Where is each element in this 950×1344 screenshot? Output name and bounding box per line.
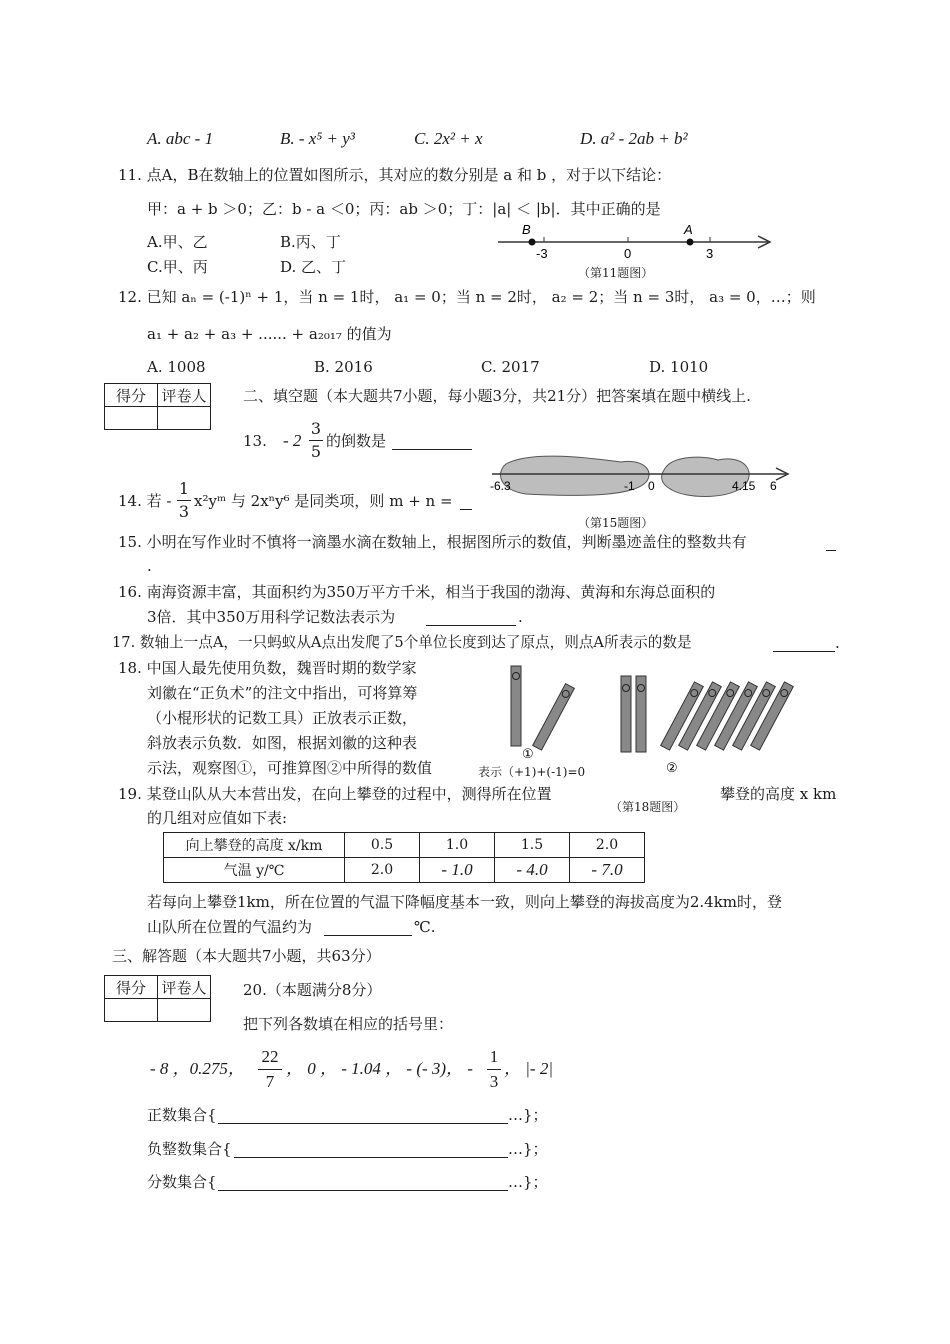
- q12-option-c: C. 2017: [481, 358, 540, 376]
- q20-set-negative-int-tail: …}；: [508, 1140, 548, 1158]
- q20-set-positive-label: 正数集合{: [147, 1106, 217, 1124]
- table-cell: 2.0: [345, 858, 420, 883]
- q20-set-fraction-label: 分数集合{: [147, 1173, 217, 1191]
- score-box-section2: [104, 383, 211, 430]
- q16-answer-blank[interactable]: [426, 609, 516, 626]
- score-label: 得分: [105, 976, 158, 999]
- q13-prefix: - 2: [283, 431, 302, 450]
- q14-frac-den: 3: [178, 502, 190, 521]
- table-row: [164, 833, 645, 858]
- tick-minus-6.3: -6.3: [490, 479, 511, 493]
- table-cell: - 7.0: [570, 858, 645, 883]
- q20-fraction-1-3: [487, 1045, 501, 1094]
- q12-option-a: A. 1008: [147, 358, 206, 376]
- q19-unit: ℃.: [414, 918, 436, 936]
- score-label: 得分: [105, 384, 158, 407]
- tick-minus-3: -3: [536, 246, 548, 261]
- label-b: B: [522, 222, 531, 237]
- tick-4.15: 4.15: [732, 479, 756, 493]
- point-a: [687, 239, 694, 246]
- score-cell[interactable]: [105, 999, 158, 1022]
- q18-line5: 示法，观察图①，可推算图②中所得的数值: [147, 759, 433, 777]
- q18-line4: 斜放表示负数．如图，根据刘徽的这种表: [147, 734, 418, 752]
- section3-heading: 三、解答题（本大题共7小题，共63分）: [112, 947, 381, 965]
- q20-set-positive-tail: …}；: [508, 1106, 548, 1124]
- grader-cell[interactable]: [158, 407, 211, 430]
- q20-fraction-22-7: [258, 1045, 282, 1094]
- grader-label: 评卷人: [158, 976, 211, 999]
- q19-line1: 19. 某登山队从大本营出发，在向上攀登的过程中，测得所在位置: [118, 785, 552, 803]
- rod-upright: [511, 666, 521, 746]
- q16-line2: 3倍．其中350万用科学记数法表示为: [147, 608, 396, 626]
- q16-end: .: [518, 608, 523, 626]
- q11-caption: （第11题图）: [578, 266, 654, 280]
- q11-option-c: C.甲、丙: [147, 258, 208, 276]
- tick-zero: 0: [648, 479, 655, 493]
- frac-den: 7: [265, 1072, 275, 1091]
- q14-answer-blank[interactable]: [460, 493, 472, 510]
- q19-line4: 山队所在位置的气温约为: [147, 918, 313, 936]
- q11-option-b: B.丙、丁: [280, 233, 341, 251]
- q10-option-a: A. abc - 1: [147, 129, 214, 148]
- table-header-cell: 向上攀登的高度 x/km: [164, 833, 345, 858]
- q20-set-fraction-tail: …}；: [508, 1173, 548, 1191]
- q20-set-fraction-blank[interactable]: [218, 1174, 508, 1191]
- grader-label: 评卷人: [158, 384, 211, 407]
- tick-zero: 0: [624, 246, 632, 261]
- q13-number: 13.: [243, 432, 267, 450]
- rod-slanted: [533, 684, 575, 751]
- q20-title: 20.（本题满分8分）: [243, 981, 382, 999]
- tick-minus-1: -1: [624, 479, 635, 493]
- q12-option-b: B. 2016: [314, 358, 373, 376]
- q13-frac-num: 3: [309, 418, 323, 441]
- q14-stem-rest: x²yᵐ 与 2xⁿy⁶ 是同类项，则 m + n =: [194, 492, 453, 510]
- score-cell[interactable]: [105, 407, 158, 430]
- q18-line3: （小棍形状的记数工具）正放表示正数，: [147, 709, 418, 727]
- tick-6: 6: [770, 479, 777, 493]
- q18-line1: 18. 中国人最先使用负数，魏晋时期的数学家: [118, 659, 417, 677]
- q20-numbers-part1: - 8 ，0.275，: [150, 1059, 245, 1078]
- q20-set-positive-blank[interactable]: [218, 1107, 508, 1124]
- label-a: A: [684, 222, 693, 237]
- q19-line1b: 攀登的高度 x km: [720, 785, 837, 803]
- tick-3: 3: [706, 246, 714, 261]
- q10-option-c: C. 2x² + x: [414, 129, 483, 148]
- q17-end: .: [835, 634, 840, 652]
- frac-num: 22: [258, 1045, 282, 1070]
- table-cell: - 1.0: [420, 858, 495, 883]
- q14-frac-num: 1: [177, 478, 191, 501]
- q12-expression: a₁ + a₂ + a₃ + ...... + a₂₀₁₇ 的值为: [147, 325, 392, 343]
- q12-option-d: D. 1010: [649, 358, 709, 376]
- q10-option-d: D. a² - 2ab + b²: [580, 129, 688, 148]
- q10-option-b: B. - x⁵ + y³: [280, 129, 355, 148]
- table-cell: 气温 y/℃: [164, 858, 345, 883]
- point-b: [529, 239, 536, 246]
- q15-end: .: [147, 557, 152, 575]
- q19-data-table: [163, 832, 645, 883]
- q20-numbers-part3: ， |- 2|: [504, 1059, 554, 1078]
- q15-caption: （第15题图）: [578, 516, 654, 530]
- q13-answer-blank[interactable]: [392, 433, 472, 450]
- q16-line1: 16. 南海资源丰富，其面积约为350万平方千米，相当于我国的渤海、黄海和东海总面积的: [118, 583, 716, 601]
- q17-text: 17. 数轴上一点A，一只蚂蚁从A点出发爬了5个单位长度到达了原点，则点A所表示的数是: [112, 634, 692, 651]
- table-row: [164, 858, 645, 883]
- q11-option-a: A.甲、乙: [147, 233, 208, 251]
- q11-number-line-figure: [490, 218, 780, 264]
- q11-statements: 甲：a + b ＞0；乙：b - a ＜0；丙：ab ＞0；丁：|a| ＜ |b|．其中正确的是: [147, 200, 661, 218]
- section2-heading: 二、填空题（本大题共7小题，每小题3分，共21分）把答案填在题中横线上.: [243, 387, 751, 405]
- q11-stem: 11. 点A，B在数轴上的位置如图所示，其对应的数分别是 a 和 b ，对于以下结论：: [118, 166, 672, 184]
- q15-text: 15. 小明在写作业时不慎将一滴墨水滴在数轴上，根据图所示的数值，判断墨迹盖住的整数共有: [118, 533, 747, 551]
- figure1-label: ①: [522, 746, 534, 761]
- score-box-section3: [104, 975, 211, 1022]
- figure2-label: ②: [666, 760, 678, 775]
- q18-line2: 刘徽在“正负术”的注文中指出，可将算筹: [147, 684, 418, 702]
- table-header-cell: 0.5: [345, 833, 420, 858]
- q17-answer-blank[interactable]: [773, 635, 835, 652]
- q20-set-negative-int-blank[interactable]: [234, 1141, 508, 1158]
- q13-suffix: 的倒数是: [326, 432, 387, 450]
- q15-number-line-figure: [486, 450, 796, 506]
- table-cell: - 4.0: [495, 858, 570, 883]
- q12-stem: 12. 已知 aₙ = (-1)ⁿ + 1，当 n = 1时， a₁ = 0；当 n = 2时， a₂ = 2；当 n = 3时， a₃ = 0，…；则: [118, 288, 816, 306]
- q13-fraction: [309, 418, 323, 463]
- table-header-cell: 1.5: [495, 833, 570, 858]
- q14-stem-start: 14. 若 -: [118, 492, 172, 510]
- table-header-cell: 1.0: [420, 833, 495, 858]
- q13-frac-den: 5: [310, 442, 322, 461]
- q20-instruction: 把下列各数填在相应的括号里：: [243, 1015, 454, 1033]
- frac-den: 3: [489, 1072, 499, 1091]
- grader-cell[interactable]: [158, 999, 211, 1022]
- q14-fraction: [177, 478, 191, 523]
- q11-option-d: D. 乙、丁: [280, 258, 347, 276]
- q20-set-negative-int-label: 负整数集合{: [147, 1140, 232, 1158]
- table-header-cell: 2.0: [570, 833, 645, 858]
- frac-num: 1: [487, 1045, 501, 1070]
- q18-figure-note: 表示（+1)+(-1)=0: [478, 765, 586, 779]
- q19-line3: 若每向上攀登1km，所在位置的气温下降幅度基本一致，则向上攀登的海拔高度为2.4km时，登: [147, 893, 783, 911]
- q19-line2: 的几组对应值如下表:: [147, 809, 288, 827]
- q15-answer-blank[interactable]: [826, 534, 836, 551]
- q18-caption: （第18题图）: [610, 800, 686, 814]
- q19-answer-blank[interactable]: [324, 919, 412, 936]
- q20-numbers-part2: ， 0 ， - 1.04 ， - (- 3)， -: [286, 1059, 473, 1078]
